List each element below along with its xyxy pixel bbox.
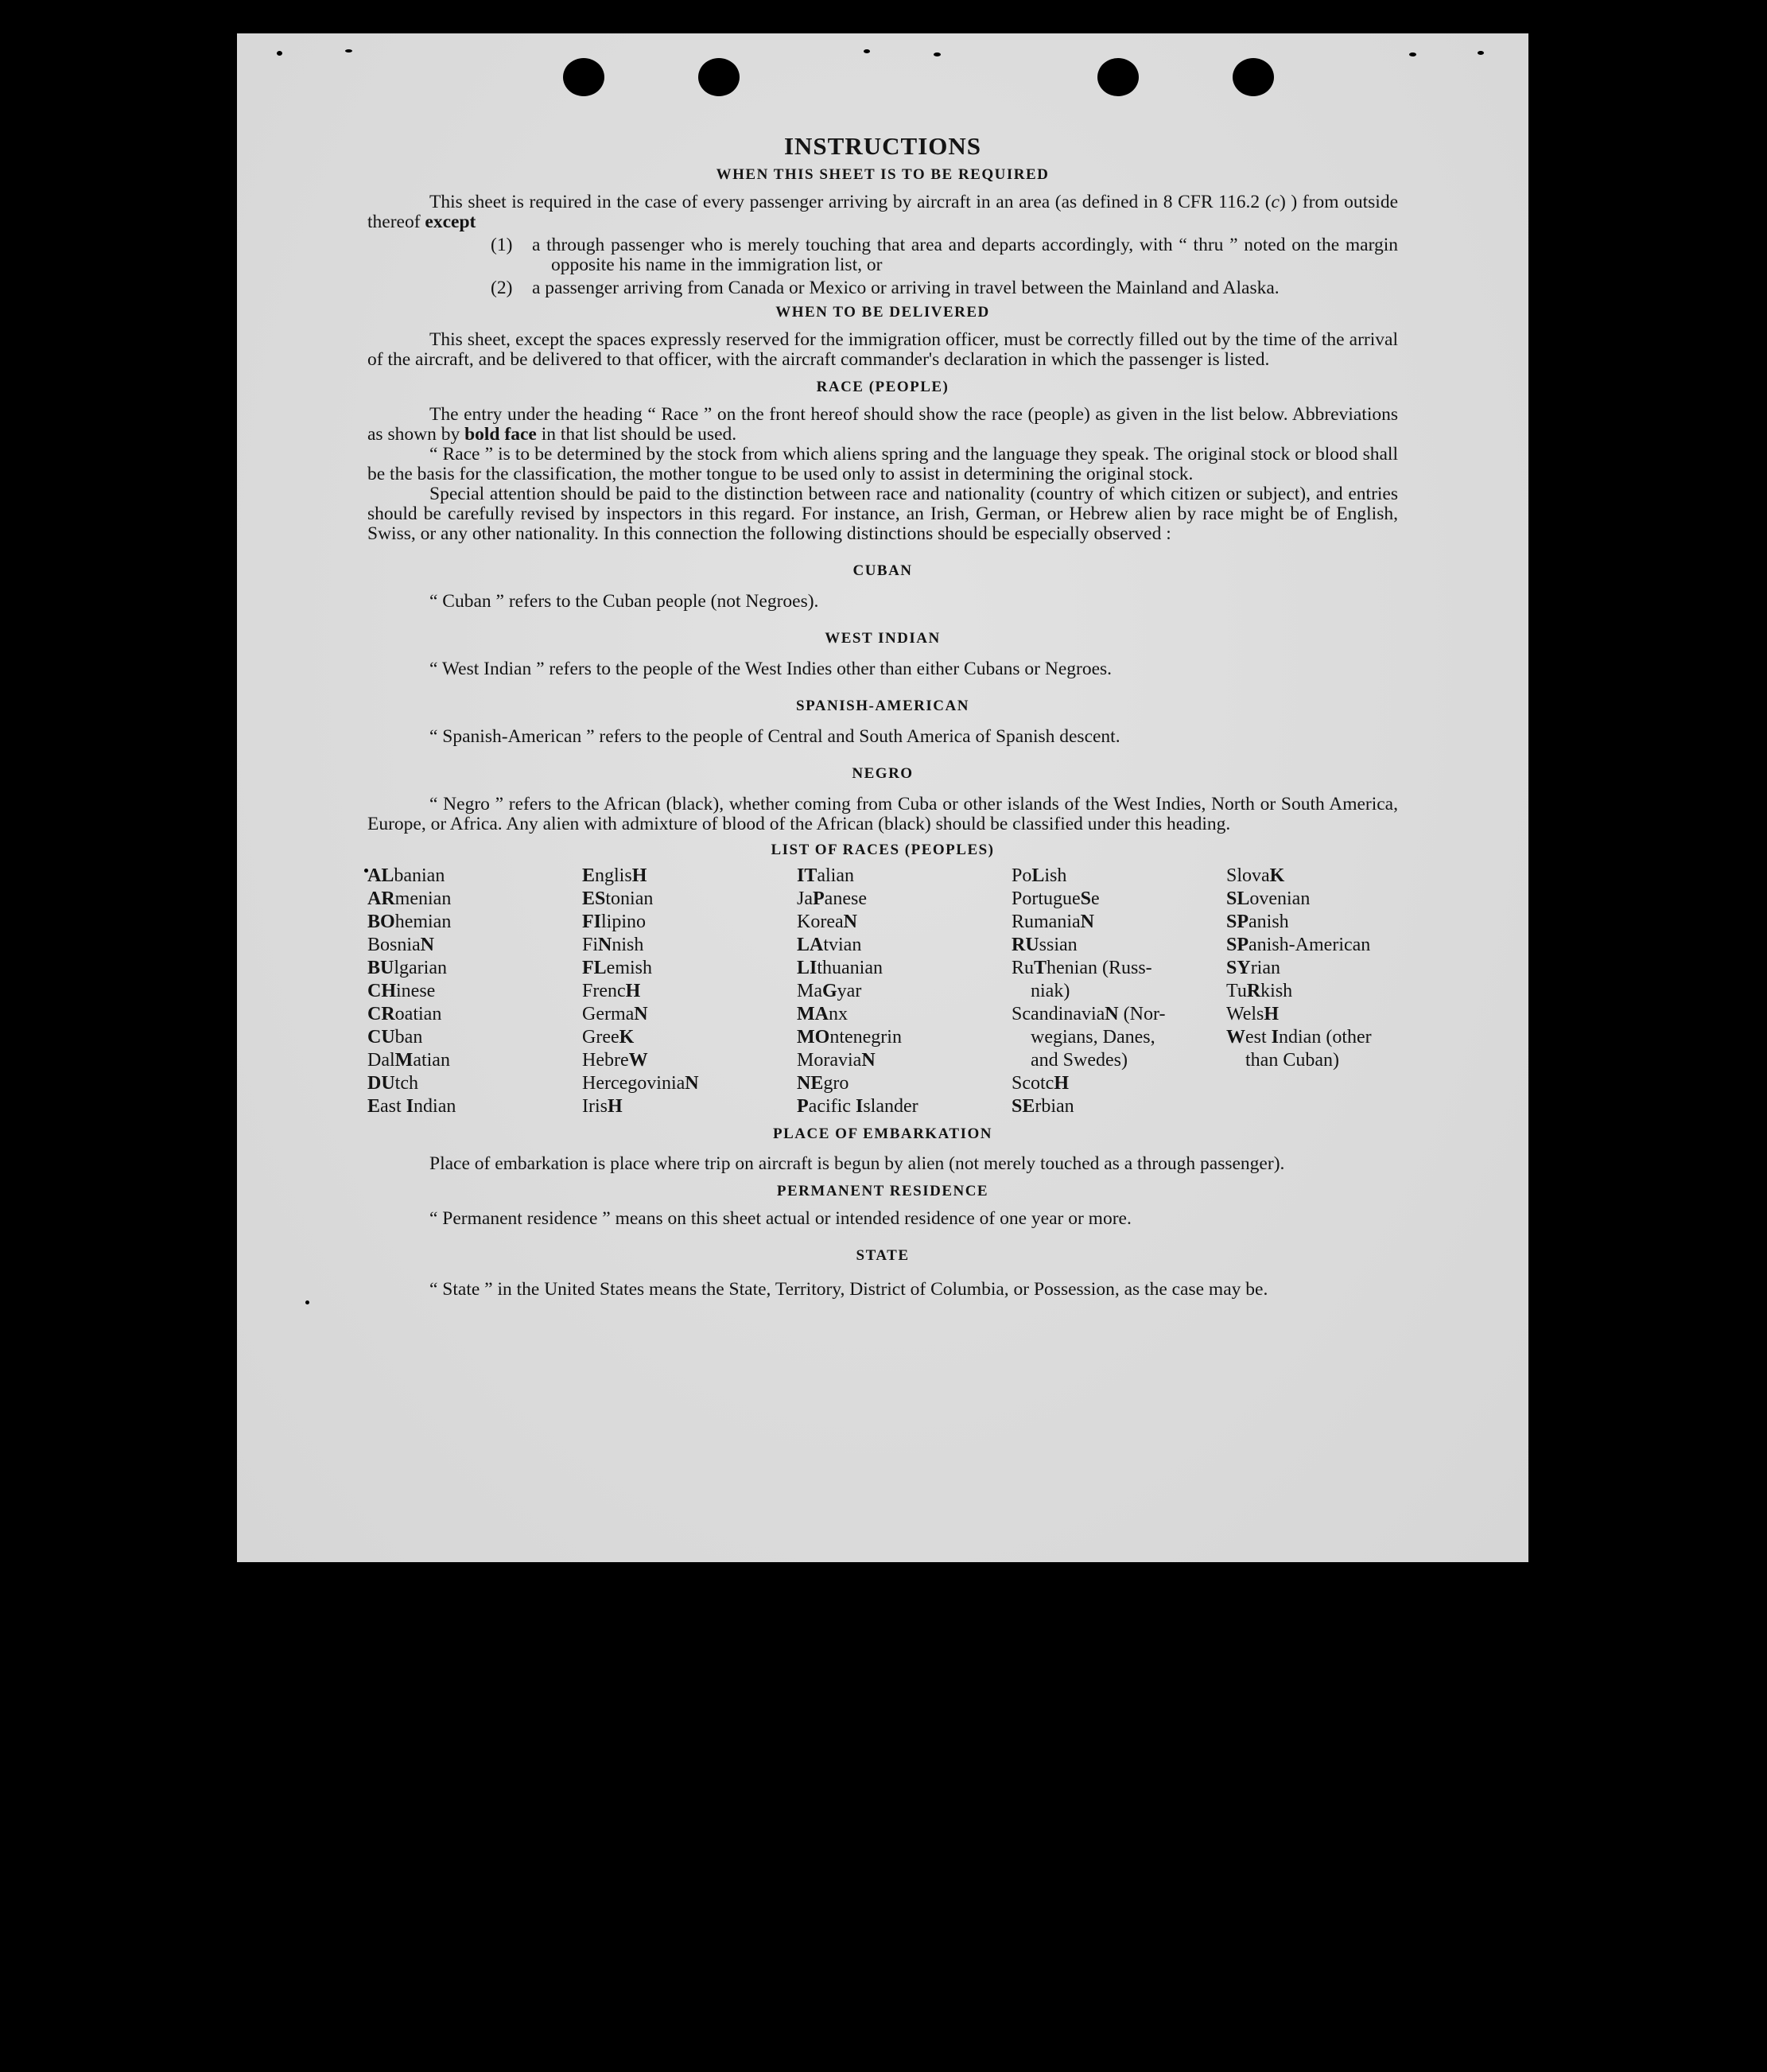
race-entry: West Indian (other: [1226, 1027, 1372, 1048]
intro-text-c: c: [1271, 192, 1280, 212]
ink-speck: [197, 721, 202, 725]
race-p1-b: in that list should be used.: [541, 424, 737, 445]
delivered-text: This sheet, except the spaces expressly reserved for the immigration officer, must be correctly filled out by the time of the arrival of the aircraft, and be delivered to that officer, with the aircraft commander's declaration in which the passenger is listed.: [367, 329, 1398, 370]
race-entry: IrisH: [582, 1096, 623, 1117]
race-entry: CUban: [367, 1027, 423, 1048]
section-heading-delivered: WHEN TO BE DELIVERED: [775, 304, 990, 321]
punch-hole: [1097, 58, 1139, 96]
race-entry: MAnx: [797, 1004, 848, 1024]
state-text: “ State ” in the United States means the State, Territory, District of Columbia, or Possession, as the case may be.: [429, 1279, 1268, 1300]
ink-speck: [305, 1300, 309, 1304]
page-title: INSTRUCTIONS: [783, 132, 981, 160]
race-entry: Pacific Islander: [797, 1096, 918, 1117]
race-p1-a: The entry under the heading “ Race ” on the front hereof should show the race (people) as given in the list below. Abbreviations as shown by: [367, 404, 1398, 445]
race-entry: RumaniaN: [1012, 912, 1094, 932]
punch-hole: [1233, 58, 1274, 96]
race-paragraph-1: [367, 405, 1398, 445]
race-entry: TuRkish: [1226, 981, 1293, 1001]
document-sheet: [237, 33, 1528, 1562]
race-entry: FIlipino: [582, 912, 647, 932]
ink-speck: [277, 51, 282, 56]
race-entry: SPanish: [1226, 912, 1289, 932]
exception-item-1: [491, 235, 1398, 275]
race-entry: RuThenian (Russ-: [1012, 958, 1152, 978]
race-entry: SErbian: [1012, 1096, 1074, 1117]
race-entry: HebreW: [582, 1050, 648, 1071]
race-entry: ITalian: [797, 865, 854, 886]
cuban-text: “ Cuban ” refers to the Cuban people (not Negroes).: [429, 591, 819, 612]
race-entry: wegians, Danes,: [1031, 1027, 1155, 1048]
race-entry: LIthuanian: [797, 958, 883, 978]
race-entry: FiNnish: [582, 935, 644, 955]
section-heading-required: WHEN THIS SHEET IS TO BE REQUIRED: [716, 166, 1050, 183]
ink-speck: [1409, 52, 1416, 56]
section-heading-negro: NEGRO: [852, 765, 914, 782]
race-entry: niak): [1031, 981, 1070, 1001]
race-entry: JaPanese: [797, 888, 867, 909]
ink-speck: [934, 52, 941, 56]
race-entry: MOntenegrin: [797, 1027, 902, 1048]
race-entry: KoreaN: [797, 912, 857, 932]
section-heading-state: STATE: [856, 1247, 910, 1264]
race-entry: SlovaK: [1226, 865, 1285, 886]
section-heading-residence: PERMANENT RESIDENCE: [776, 1183, 989, 1199]
item-number: (2): [491, 278, 513, 298]
race-entry: PortugueSe: [1012, 888, 1100, 909]
race-entry: GreeK: [582, 1027, 635, 1048]
race-entry: BOhemian: [367, 912, 452, 932]
race-entry: FLemish: [582, 958, 652, 978]
races-column: [582, 865, 797, 1118]
races-column: [367, 865, 582, 1118]
race-entry: ARmenian: [367, 888, 452, 909]
race-entry: BUlgarian: [367, 958, 447, 978]
intro-text-b: ) ) from outside thereof: [367, 192, 1399, 232]
races-column: [797, 865, 1012, 1118]
race-entry: RUssian: [1012, 935, 1078, 955]
race-entry: ScotcH: [1012, 1073, 1069, 1094]
ink-speck: [1478, 51, 1484, 55]
negro-text: “ Negro ” refers to the African (black), whether coming from Cuba or other islands of the West Indies, North or South America, Europe, or Africa. Any alien with admixture of blood of the African (black) should be classified under this heading.: [367, 794, 1398, 834]
punch-hole: [563, 58, 604, 96]
required-intro: [367, 192, 1398, 232]
instructions-content: [367, 132, 1398, 1302]
race-entry: ScandinaviaN (Nor-: [1012, 1004, 1166, 1024]
race-entry: EStonian: [582, 888, 654, 909]
race-entry: LAtvian: [797, 935, 862, 955]
race-entry: DUtch: [367, 1073, 418, 1094]
item-text: a through passenger who is merely touching that area and departs accordingly, with “ thru ” noted on the margin opposite his name in the immigration list, or: [532, 235, 1398, 275]
race-entry: GermaN: [582, 1004, 648, 1024]
exception-item-2: [491, 278, 1398, 298]
section-heading-spanish-american: SPANISH-AMERICAN: [796, 698, 969, 714]
intro-text-a: This sheet is required in the case of every passenger arriving by aircraft in an area (as defined in 8 CFR 116.2 (: [429, 192, 1272, 212]
section-heading-list-of-races: LIST OF RACES (PEOPLES): [771, 842, 995, 858]
race-entry: WelsH: [1226, 1004, 1280, 1024]
race-p1-bold: bold face: [464, 424, 537, 445]
section-heading-cuban: CUBAN: [852, 562, 913, 579]
race-entry: SLovenian: [1226, 888, 1311, 909]
race-entry: SYrian: [1226, 958, 1280, 978]
intro-text-bold: except: [425, 212, 476, 232]
race-entry: MoraviaN: [797, 1050, 876, 1071]
race-entry: CHinese: [367, 981, 436, 1001]
embarkation-text: Place of embarkation is place where trip on aircraft is begun by alien (not merely touched as a through passenger).: [429, 1153, 1285, 1174]
race-paragraph-2: “ Race ” is to be determined by the stock from which aliens spring and the language they speak. The original stock or blood shall be the basis for the classification, the mother tongue to be used only to assist in determining the original stock.: [367, 444, 1398, 484]
ink-speck: [864, 49, 870, 53]
race-entry: than Cuban): [1245, 1050, 1339, 1071]
race-entry: East Indian: [367, 1096, 456, 1117]
race-entry: ALbanian: [367, 865, 445, 886]
race-entry: DalMatian: [367, 1050, 450, 1071]
west-indian-text: “ West Indian ” refers to the people of the West Indies other than either Cubans or Negroes.: [429, 659, 1113, 679]
section-heading-embarkation: PLACE OF EMBARKATION: [773, 1125, 992, 1142]
item-text: a passenger arriving from Canada or Mexico or arriving in travel between the Mainland and Alaska.: [532, 278, 1280, 298]
section-heading-race: RACE (PEOPLE): [816, 379, 950, 395]
race-entry: MaGyar: [797, 981, 862, 1001]
race-entry: HercegoviniaN: [582, 1073, 699, 1094]
race-entry: FrencH: [582, 981, 641, 1001]
punch-hole: [698, 58, 740, 96]
spanish-american-text: “ Spanish-American ” refers to the people of Central and South America of Spanish descent.: [429, 726, 1120, 747]
race-entry: SPanish-American: [1226, 935, 1371, 955]
race-paragraph-3: Special attention should be paid to the distinction between race and nationality (country of which citizen or subject), and entries should be carefully revised by inspectors in this regard. For instance, an Irish, German, or Hebrew alien by race might be of English, Swiss, or any other nationality. In this connection the following distinctions should be especially observed :: [367, 484, 1398, 544]
residence-text: “ Permanent residence ” means on this sheet actual or intended residence of one year or more.: [429, 1208, 1132, 1229]
races-column: [1226, 865, 1398, 1118]
race-entry: NEgro: [797, 1073, 849, 1094]
item-number: (1): [491, 235, 513, 255]
race-entry: and Swedes): [1031, 1050, 1128, 1071]
races-list: [367, 865, 1398, 1118]
race-entry: BosniaN: [367, 935, 435, 955]
race-entry: CRoatian: [367, 1004, 442, 1024]
race-entry: EnglisH: [582, 865, 647, 886]
section-heading-west-indian: WEST INDIAN: [825, 630, 941, 647]
race-entry: PoLish: [1012, 865, 1067, 886]
races-column: [1012, 865, 1226, 1118]
ink-speck: [345, 49, 352, 52]
